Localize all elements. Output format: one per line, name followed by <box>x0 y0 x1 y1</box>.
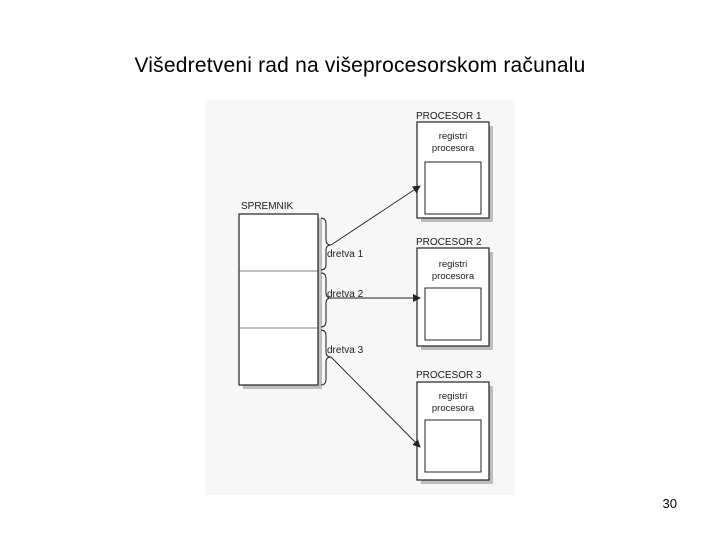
multiprocessor-diagram <box>205 100 515 495</box>
processor-1-label: PROCESOR 1 <box>416 111 482 122</box>
processor-3-registers-line1: registri <box>438 391 468 402</box>
thread-label-2: dretva 2 <box>327 289 364 300</box>
processor-3-inner-box <box>425 420 481 472</box>
processor-2-inner-box <box>425 288 481 340</box>
processor-3-registers-line2: procesora <box>431 403 475 414</box>
processor-2-registers-line2: procesora <box>431 271 475 282</box>
slide-title: Višedretveni rad na višeprocesorskom računalu <box>134 54 586 77</box>
memory-label: SPREMNIK <box>241 201 294 212</box>
processor-1-registers-line1: registri <box>438 131 468 142</box>
page-number: 30 <box>662 496 677 511</box>
processor-2-label: PROCESOR 2 <box>416 237 482 248</box>
thread-label-3: dretva 3 <box>327 345 364 356</box>
thread-label-1: dretva 1 <box>327 249 364 260</box>
processor-3-label: PROCESOR 3 <box>416 370 482 381</box>
diagram-svg <box>205 100 515 495</box>
memory-block <box>239 214 318 385</box>
processor-1-registers-line2: procesora <box>431 143 475 154</box>
processor-2-registers-line1: registri <box>438 259 468 270</box>
processor-1-inner-box <box>425 162 481 214</box>
